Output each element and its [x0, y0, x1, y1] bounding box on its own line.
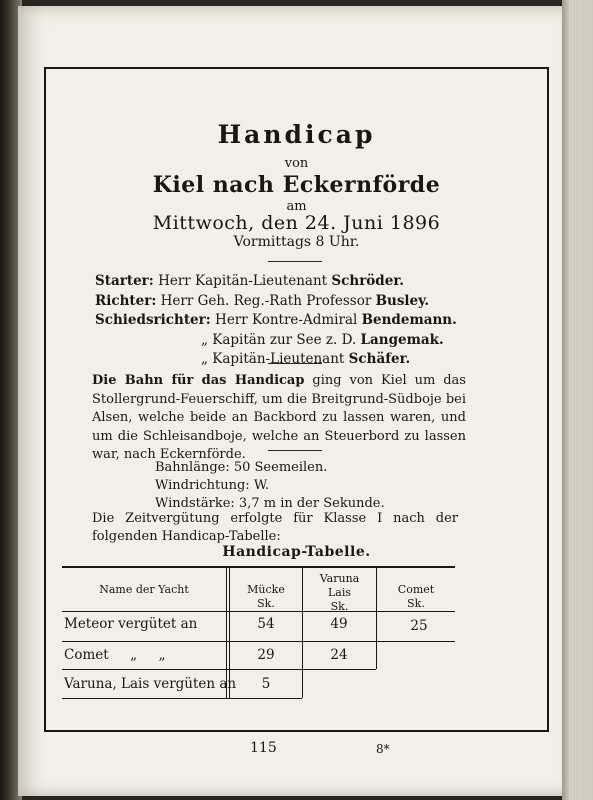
route-heading: Kiel nach Eckernförde [152, 172, 441, 198]
schiedsrichter-label: Schiedsrichter: [95, 312, 211, 328]
schiedsrichter-3-text: „ Kapitän-Lieutenant [201, 351, 345, 367]
table-row-label-meteor: Meteor vergütet an [64, 616, 198, 632]
signature-mark: 8* [376, 742, 390, 756]
wind-direction: Windrichtung: W. [155, 478, 270, 493]
course-length: Bahnlänge: 50 Seemeilen. [155, 460, 328, 475]
header-varuna-name: Varuna [319, 572, 360, 585]
richter-label: Richter: [95, 292, 157, 309]
page-gutter-shadow [562, 0, 570, 800]
schiedsrichter-text: Herr Kontre-Admiral [215, 312, 358, 328]
cell-meteor-comet: 25 [410, 618, 428, 634]
divider-rule [268, 261, 322, 262]
page-title: Handicap [217, 120, 376, 149]
officials-list [95, 272, 457, 370]
cell-comet-muecke: 29 [257, 647, 275, 663]
course-stats [155, 459, 385, 513]
divider-rule-2 [268, 363, 322, 364]
table-title: Handicap-Tabelle. [222, 544, 371, 560]
wind-force: Windstärke: 3,7 m in der Sekunde. [155, 496, 385, 511]
schiedsrichter-name: Bendemann. [361, 312, 457, 328]
table-header-rule [62, 611, 455, 612]
table-row-label-comet: Comet „ „ [64, 647, 166, 663]
schiedsrichter-line-3 [95, 350, 457, 370]
richter-name: Busley. [375, 292, 430, 309]
richter-line [95, 292, 457, 312]
starter-line [95, 272, 457, 292]
divider-rule-3 [268, 450, 322, 451]
header-comet-name: Comet [397, 583, 435, 596]
table-row-label-varuna-lais: Varuna, Lais vergüten an [64, 676, 237, 692]
header-comet-unit: Sk. [407, 597, 425, 610]
table-row-rule-3 [62, 698, 302, 699]
header-muecke-name: Mücke [247, 583, 285, 596]
starter-label: Starter: [95, 273, 154, 289]
header-yacht-name: Name der Yacht [99, 583, 189, 596]
header-varuna-unit: Sk. [330, 600, 349, 613]
course-lead: Die Bahn für das Handicap [92, 373, 305, 388]
page-number: 115 [250, 740, 277, 756]
header-lais-name: Lais [327, 586, 352, 599]
schiedsrichter-2-text: „ Kapitän zur See z. D. [201, 331, 357, 348]
schiedsrichter-3-name: Schäfer. [348, 351, 411, 367]
header-comet [377, 583, 455, 611]
von-text: von [284, 156, 309, 171]
cell-meteor-muecke: 54 [257, 616, 275, 632]
table-row-rule-1 [62, 641, 455, 642]
header-muecke [230, 583, 302, 611]
starter-name: Schröder. [331, 273, 404, 289]
cell-meteor-varuna: 49 [330, 616, 348, 632]
schiedsrichter-2-name: Langemak. [360, 331, 444, 348]
cell-varuna-muecke: 5 [261, 676, 271, 692]
table-row-rule-2 [62, 669, 376, 670]
table-intro: Die Zeitvergütung erfolgte für Klasse I nach der folgenden Handicap-Tabelle: [92, 511, 458, 544]
starter-text: Herr Kapitän-Lieutenant [158, 273, 328, 289]
schiedsrichter-line [95, 311, 457, 331]
richter-text: Herr Geh. Reg.-Rath Professor [160, 292, 372, 309]
event-time: Vormittags 8 Uhr. [233, 234, 360, 250]
event-date: Mittwoch, den 24. Juni 1896 [152, 212, 441, 234]
header-muecke-unit: Sk. [257, 597, 275, 610]
cell-comet-varuna: 24 [330, 647, 348, 663]
schiedsrichter-line-2 [95, 331, 457, 351]
am-text: am [286, 199, 307, 214]
course-text: ging von Kiel um das Stollergrund-Feuerschiff, um die Breitgrund-Südboje bei Alsen, welche beide an Backbord zu lassen waren, und um die Schleisandboje, welche an Steuerbord zu lassen war, nach Eckernförde. [92, 373, 466, 462]
header-varuna-lais [303, 572, 376, 614]
table-top-rule [62, 566, 455, 568]
